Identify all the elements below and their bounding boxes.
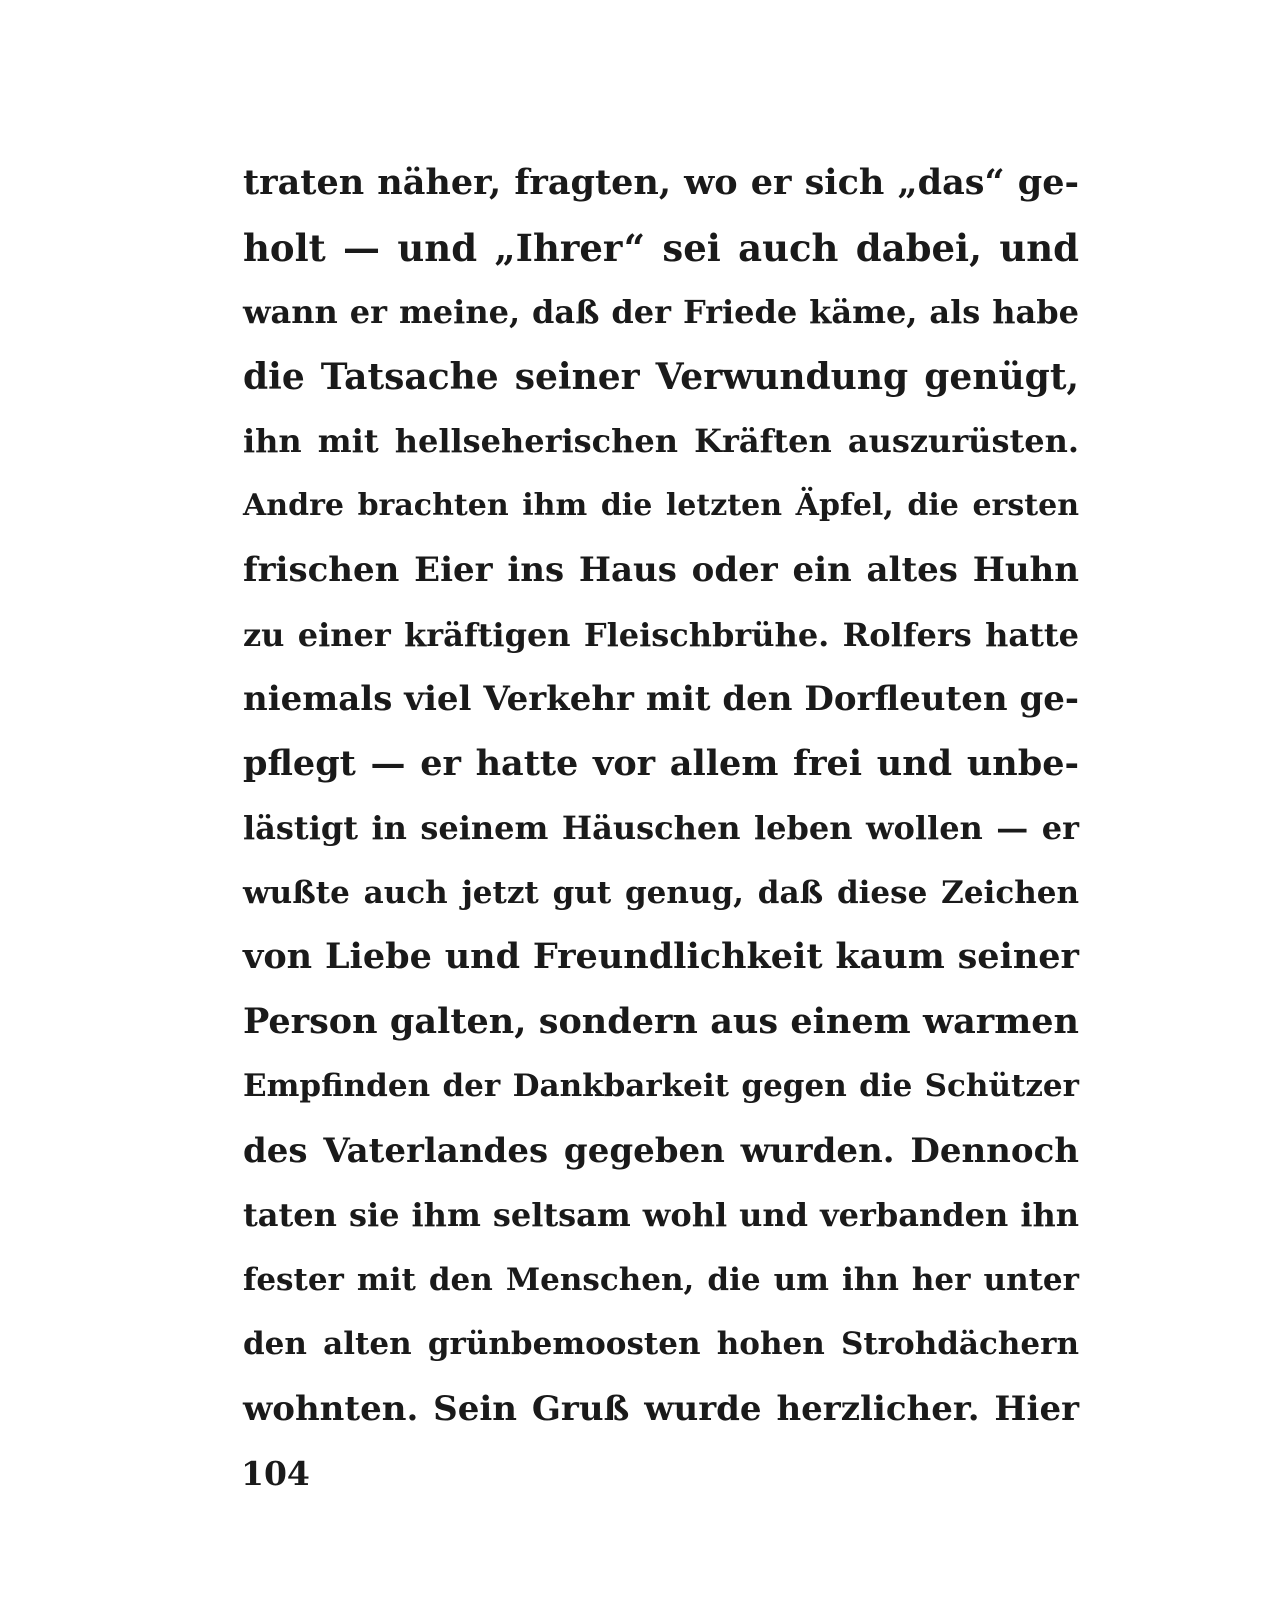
page-number: 104: [241, 1454, 310, 1493]
text-line: von Liebe und Freundlichkeit kaum seiner: [243, 936, 1079, 977]
text-line: taten sie ihm seltsam wohl und verbanden ihn: [243, 1196, 1079, 1234]
text-line: die Tatsache seiner Verwundung genügt,: [243, 355, 1079, 398]
text-line: des Vaterlandes gegeben wurden. Dennoch: [243, 1130, 1079, 1171]
text-line: den alten grünbemoosten hohen Strohdächern: [243, 1326, 1079, 1362]
text-line: wann er meine, daß der Friede käme, als habe: [243, 293, 1079, 331]
text-line: traten näher, fragten, wo er sich „das“ ge-: [243, 162, 1079, 203]
text-line: wußte auch jetzt gut genug, daß diese Zeichen: [243, 874, 1079, 911]
text-line: fester mit den Menschen, die um ihn her unter: [243, 1261, 1079, 1298]
text-line: wohnten. Sein Gruß wurde herzlicher. Hier: [243, 1388, 1079, 1429]
body-text: [243, 151, 1079, 1441]
text-line: frischen Eier ins Haus oder ein altes Huhn: [243, 550, 1079, 590]
text-line: zu einer kräftigen Fleischbrühe. Rolfers hatte: [243, 615, 1079, 654]
text-line: Andre brachten ihm die letzten Äpfel, die ersten: [243, 487, 1079, 523]
text-line: pflegt — er hatte vor allem frei und unbe-: [243, 742, 1079, 784]
text-line: Person galten, sondern aus einem warmen: [243, 1000, 1079, 1042]
text-line: niemals viel Verkehr mit den Dorfleuten ge-: [243, 679, 1079, 719]
text-line: ihn mit hellseherischen Kräften auszurüsten.: [243, 422, 1079, 460]
text-line: Empfinden der Dankbarkeit gegen die Schützer: [243, 1068, 1079, 1104]
text-line: lästigt in seinem Häuschen leben wollen — er: [243, 809, 1079, 847]
text-line: holt — und „Ihrer“ sei auch dabei, und: [243, 225, 1079, 270]
